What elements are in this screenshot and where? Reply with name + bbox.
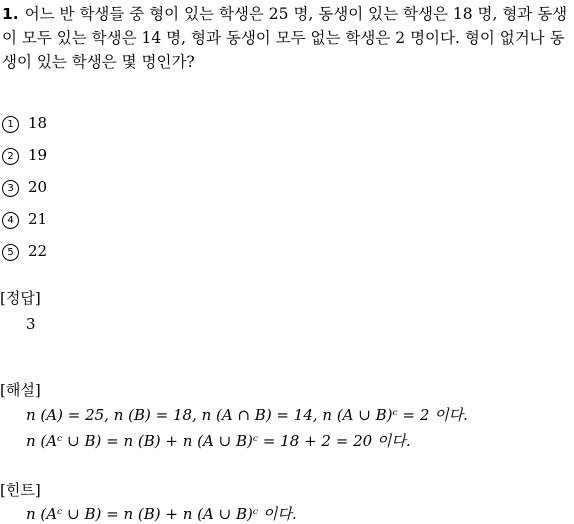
explanation-line-1: n (A) = 25, n (B) = 18, n (A ∩ B) = 14, n (A ∪ B)ᶜ = 2 이다. bbox=[26, 406, 468, 424]
choice-value-1: 18 bbox=[28, 114, 48, 132]
choice-marker-2: 2 bbox=[2, 148, 19, 165]
hint-line-1: n (Aᶜ ∪ B) = n (B) + n (A ∪ B)ᶜ 이다. bbox=[26, 505, 297, 523]
problem-statement bbox=[2, 2, 574, 74]
choice-2[interactable] bbox=[0, 144, 47, 166]
choice-1[interactable] bbox=[0, 112, 47, 134]
explanation-label: [해설] bbox=[0, 381, 41, 399]
problem-number: 1. bbox=[2, 5, 19, 23]
hint-label: [힌트] bbox=[0, 481, 41, 499]
choice-5[interactable] bbox=[0, 240, 47, 262]
choice-4[interactable] bbox=[0, 208, 47, 230]
choice-marker-4: 4 bbox=[2, 212, 19, 229]
choice-marker-3: 3 bbox=[2, 180, 19, 197]
choice-marker-5: 5 bbox=[2, 244, 19, 261]
explanation-line-2: n (Aᶜ ∪ B) = n (B) + n (A ∪ B)ᶜ = 18 + 2 = 20 이다. bbox=[26, 432, 411, 450]
answer-value: 3 bbox=[26, 315, 36, 333]
choice-value-4: 21 bbox=[28, 210, 48, 228]
choice-value-2: 19 bbox=[28, 146, 48, 164]
choice-3[interactable] bbox=[0, 176, 47, 198]
choice-value-3: 20 bbox=[28, 178, 48, 196]
answer-label: [정답] bbox=[0, 289, 41, 307]
choice-value-5: 22 bbox=[28, 242, 48, 260]
problem-text: 어느 반 학생들 중 형이 있는 학생은 25 명, 동생이 있는 학생은 18 명, 형과 동생이 모두 있는 학생은 14 명, 형과 동생이 모두 없는 학생은 2 명이다. 형이 없거나 동생이 있는 학생은 몇 명인가? bbox=[2, 5, 568, 71]
choice-marker-1: 1 bbox=[2, 116, 19, 133]
